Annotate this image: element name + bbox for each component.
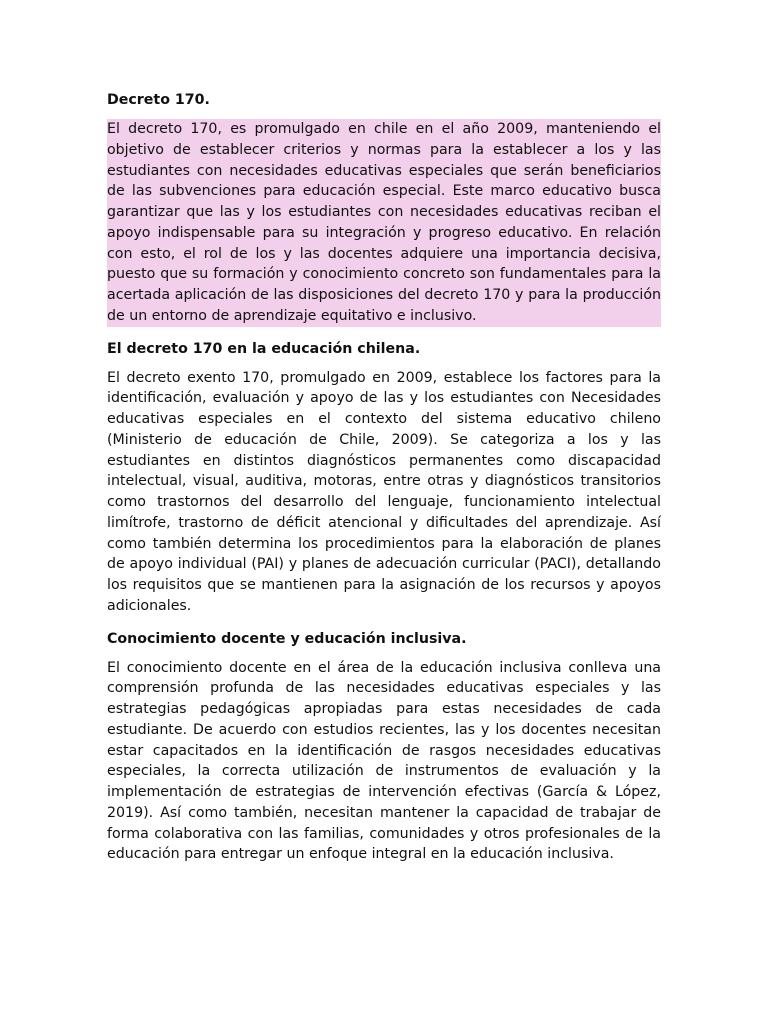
paragraph-conocimiento-docente: El conocimiento docente en el área de la educación inclusiva conlleva una comprensión profunda de las necesidades educativas especiales y las estrategias pedagógicas apropiadas para estas necesidades de cada estudiante. De acuerdo con estudios recientes, las y los docentes necesitan estar capacitados en la identificación de rasgos necesidades educativas especiales, la correcta utilización de instrumentos de evaluación y la implementación de estrategias de intervención efectivas (García & López, 2019). Así como también, necesitan mantener la capacidad de trabajar de forma colaborativa con las familias, comunidades y otros profesionales de la educación para entregar un enfoque integral en la educación inclusiva. <box>107 659 661 863</box>
document-page <box>107 88 661 875</box>
section-heading-conocimiento-docente: Conocimiento docente y educación inclusiva. <box>107 630 467 647</box>
highlighted-paragraph-intro: El decreto 170, es promulgado en chile en el año 2009, manteniendo el objetivo de establecer criterios y normas para la establecer a los y las estudiantes con necesidades educativas especiales que serán beneficiarios de las subvenciones para educación especial. Este marco educativo busca garantizar que las y los estudiantes con necesidades educativas reciban el apoyo indispensable para su integración y progreso educativo. En relación con esto, el rol de los y las docentes adquiere una importancia decisiva, puesto que su formación y conocimiento concreto son fundamentales para la acertada aplicación de las disposiciones del decreto 170 y para la producción de un entorno de aprendizaje equitativo e inclusivo. <box>107 119 661 327</box>
section-heading-decreto-170: Decreto 170. <box>107 92 210 108</box>
paragraph-educacion-chilena: El decreto exento 170, promulgado en 2009, establece los factores para la identificación, evaluación y apoyo de las y los estudiantes con Necesidades educativas especiales en el contexto del sistema educativo chileno (Ministerio de educación de Chile, 2009). Se categoriza a los y las estudiantes en distintos diagnósticos permanentes como discapacidad intelectual, visual, auditiva, motoras, entre otras y diagnósticos transitorios como trastornos del desarrollo del lenguaje, funcionamiento intelectual limítrofe, trastorno de déficit atencional y dificultades del aprendizaje. Así como también determina los procedimientos para la elaboración de planes de apoyo individual (PAI) y planes de adecuación curricular (PACI), detallando los requisitos que se mantienen para la asignación de los recursos y apoyos adicionales. <box>107 369 661 614</box>
section-heading-educacion-chilena: El decreto 170 en la educación chilena. <box>107 340 421 357</box>
